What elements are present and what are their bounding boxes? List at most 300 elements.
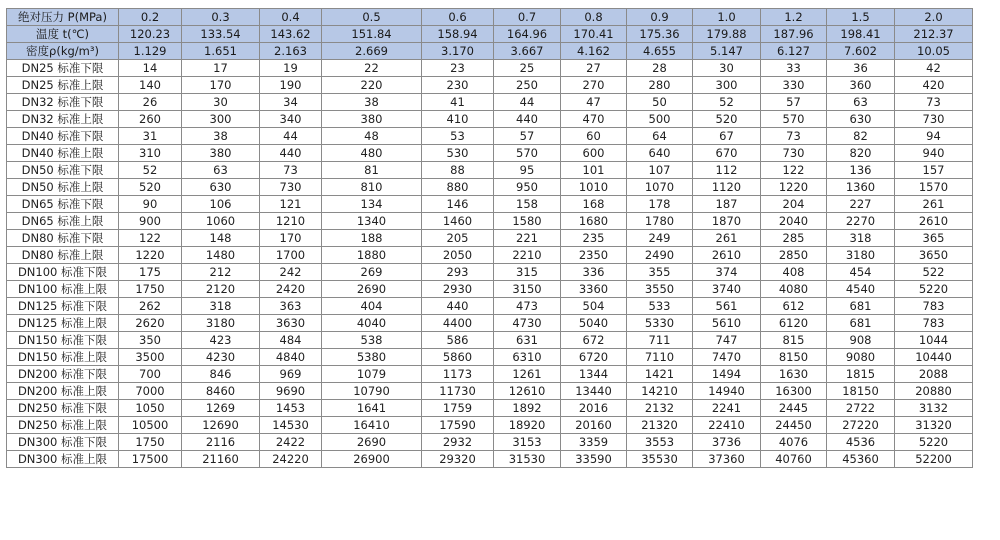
value-cell: 249	[627, 230, 693, 247]
value-cell: 18150	[827, 383, 895, 400]
value-cell: 2050	[422, 247, 494, 264]
value-cell: 22	[322, 60, 422, 77]
value-cell: 1070	[627, 179, 693, 196]
header-label-cell: 密度ρ(kg/m³)	[7, 43, 119, 60]
value-cell: 1060	[182, 213, 260, 230]
value-cell: 410	[422, 111, 494, 128]
value-cell: 440	[422, 298, 494, 315]
row-label-cell: DN150 标准下限	[7, 332, 119, 349]
value-cell: 1780	[627, 213, 693, 230]
value-cell: 3360	[561, 281, 627, 298]
row-label-cell: DN50 标准下限	[7, 162, 119, 179]
value-cell: 34	[260, 94, 322, 111]
value-cell: 31320	[895, 417, 973, 434]
header-value-cell: 5.147	[693, 43, 761, 60]
value-cell: 815	[761, 332, 827, 349]
value-cell: 484	[260, 332, 322, 349]
value-cell: 681	[827, 315, 895, 332]
header-value-cell: 0.5	[322, 9, 422, 26]
value-cell: 24450	[761, 417, 827, 434]
value-cell: 969	[260, 366, 322, 383]
value-cell: 538	[322, 332, 422, 349]
value-cell: 1570	[895, 179, 973, 196]
header-value-cell: 2.0	[895, 9, 973, 26]
value-cell: 12690	[182, 417, 260, 434]
table-row	[7, 315, 973, 332]
table-row	[7, 434, 973, 451]
value-cell: 1494	[693, 366, 761, 383]
row-label-cell: DN125 标准上限	[7, 315, 119, 332]
value-cell: 440	[260, 145, 322, 162]
value-cell: 600	[561, 145, 627, 162]
value-cell: 260	[119, 111, 182, 128]
value-cell: 158	[494, 196, 561, 213]
header-value-cell: 1.651	[182, 43, 260, 60]
value-cell: 2040	[761, 213, 827, 230]
header-value-cell: 1.129	[119, 43, 182, 60]
value-cell: 42	[895, 60, 973, 77]
value-cell: 53	[422, 128, 494, 145]
value-cell: 6720	[561, 349, 627, 366]
value-cell: 1050	[119, 400, 182, 417]
value-cell: 1480	[182, 247, 260, 264]
value-cell: 48	[322, 128, 422, 145]
header-value-cell: 158.94	[422, 26, 494, 43]
table-row	[7, 451, 973, 468]
table-row	[7, 145, 973, 162]
value-cell: 2132	[627, 400, 693, 417]
value-cell: 178	[627, 196, 693, 213]
value-cell: 533	[627, 298, 693, 315]
value-cell: 285	[761, 230, 827, 247]
value-cell: 3150	[494, 281, 561, 298]
header-value-cell: 0.7	[494, 9, 561, 26]
value-cell: 17590	[422, 417, 494, 434]
value-cell: 16410	[322, 417, 422, 434]
header-value-cell: 3.170	[422, 43, 494, 60]
value-cell: 300	[693, 77, 761, 94]
value-cell: 25	[494, 60, 561, 77]
value-cell: 31530	[494, 451, 561, 468]
value-cell: 2610	[895, 213, 973, 230]
value-cell: 73	[895, 94, 973, 111]
value-cell: 2422	[260, 434, 322, 451]
row-label-cell: DN125 标准下限	[7, 298, 119, 315]
value-cell: 1892	[494, 400, 561, 417]
row-label-cell: DN150 标准上限	[7, 349, 119, 366]
value-cell: 101	[561, 162, 627, 179]
table-row	[7, 94, 973, 111]
value-cell: 630	[182, 179, 260, 196]
value-cell: 950	[494, 179, 561, 196]
header-value-cell: 3.667	[494, 43, 561, 60]
row-label-cell: DN250 标准上限	[7, 417, 119, 434]
value-cell: 3132	[895, 400, 973, 417]
header-value-cell: 1.2	[761, 9, 827, 26]
value-cell: 1269	[182, 400, 260, 417]
header-value-cell: 10.05	[895, 43, 973, 60]
value-cell: 261	[895, 196, 973, 213]
value-cell: 5380	[322, 349, 422, 366]
value-cell: 2932	[422, 434, 494, 451]
value-cell: 480	[322, 145, 422, 162]
value-cell: 700	[119, 366, 182, 383]
value-cell: 27220	[827, 417, 895, 434]
value-cell: 36	[827, 60, 895, 77]
header-row	[7, 43, 973, 60]
value-cell: 23	[422, 60, 494, 77]
value-cell: 3736	[693, 434, 761, 451]
value-cell: 561	[693, 298, 761, 315]
value-cell: 230	[422, 77, 494, 94]
value-cell: 1630	[761, 366, 827, 383]
value-cell: 783	[895, 315, 973, 332]
value-cell: 64	[627, 128, 693, 145]
value-cell: 336	[561, 264, 627, 281]
header-value-cell: 198.41	[827, 26, 895, 43]
value-cell: 423	[182, 332, 260, 349]
value-cell: 7110	[627, 349, 693, 366]
value-cell: 2930	[422, 281, 494, 298]
table-row	[7, 128, 973, 145]
row-label-cell: DN100 标准上限	[7, 281, 119, 298]
header-value-cell: 0.2	[119, 9, 182, 26]
value-cell: 4536	[827, 434, 895, 451]
table-row	[7, 247, 973, 264]
header-value-cell: 0.9	[627, 9, 693, 26]
header-value-cell: 212.37	[895, 26, 973, 43]
value-cell: 1700	[260, 247, 322, 264]
value-cell: 520	[119, 179, 182, 196]
value-cell: 40760	[761, 451, 827, 468]
value-cell: 6310	[494, 349, 561, 366]
value-cell: 18920	[494, 417, 561, 434]
value-cell: 318	[827, 230, 895, 247]
value-cell: 310	[119, 145, 182, 162]
value-cell: 280	[627, 77, 693, 94]
table-row	[7, 230, 973, 247]
header-row	[7, 9, 973, 26]
header-label-cell: 绝对压力 P(MPa)	[7, 9, 119, 26]
row-label-cell: DN200 标准上限	[7, 383, 119, 400]
value-cell: 269	[322, 264, 422, 281]
value-cell: 63	[827, 94, 895, 111]
value-cell: 1453	[260, 400, 322, 417]
value-cell: 33590	[561, 451, 627, 468]
value-cell: 11730	[422, 383, 494, 400]
value-cell: 63	[182, 162, 260, 179]
value-cell: 157	[895, 162, 973, 179]
value-cell: 940	[895, 145, 973, 162]
value-cell: 730	[761, 145, 827, 162]
value-cell: 4230	[182, 349, 260, 366]
value-cell: 3500	[119, 349, 182, 366]
value-cell: 12610	[494, 383, 561, 400]
table-row	[7, 349, 973, 366]
value-cell: 122	[119, 230, 182, 247]
value-cell: 570	[494, 145, 561, 162]
value-cell: 420	[895, 77, 973, 94]
value-cell: 6120	[761, 315, 827, 332]
value-cell: 1815	[827, 366, 895, 383]
value-cell: 1340	[322, 213, 422, 230]
value-cell: 170	[182, 77, 260, 94]
table-row	[7, 60, 973, 77]
value-cell: 4730	[494, 315, 561, 332]
value-cell: 73	[260, 162, 322, 179]
value-cell: 26	[119, 94, 182, 111]
value-cell: 90	[119, 196, 182, 213]
value-cell: 190	[260, 77, 322, 94]
value-cell: 1750	[119, 434, 182, 451]
header-value-cell: 120.23	[119, 26, 182, 43]
row-label-cell: DN65 标准下限	[7, 196, 119, 213]
value-cell: 2116	[182, 434, 260, 451]
value-cell: 880	[422, 179, 494, 196]
row-label-cell: DN100 标准下限	[7, 264, 119, 281]
value-cell: 10440	[895, 349, 973, 366]
value-cell: 2210	[494, 247, 561, 264]
header-value-cell: 143.62	[260, 26, 322, 43]
value-cell: 168	[561, 196, 627, 213]
value-cell: 52200	[895, 451, 973, 468]
row-label-cell: DN300 标准下限	[7, 434, 119, 451]
value-cell: 82	[827, 128, 895, 145]
value-cell: 10500	[119, 417, 182, 434]
value-cell: 8460	[182, 383, 260, 400]
row-label-cell: DN250 标准下限	[7, 400, 119, 417]
value-cell: 22410	[693, 417, 761, 434]
value-cell: 1759	[422, 400, 494, 417]
value-cell: 672	[561, 332, 627, 349]
value-cell: 17	[182, 60, 260, 77]
value-cell: 121	[260, 196, 322, 213]
value-cell: 205	[422, 230, 494, 247]
table-row	[7, 111, 973, 128]
value-cell: 52	[119, 162, 182, 179]
value-cell: 30	[693, 60, 761, 77]
value-cell: 7470	[693, 349, 761, 366]
value-cell: 10790	[322, 383, 422, 400]
value-cell: 3180	[827, 247, 895, 264]
value-cell: 2490	[627, 247, 693, 264]
value-cell: 640	[627, 145, 693, 162]
value-cell: 570	[761, 111, 827, 128]
value-cell: 3180	[182, 315, 260, 332]
header-value-cell: 6.127	[761, 43, 827, 60]
value-cell: 26900	[322, 451, 422, 468]
value-cell: 13440	[561, 383, 627, 400]
value-cell: 2016	[561, 400, 627, 417]
value-cell: 711	[627, 332, 693, 349]
row-label-cell: DN80 标准上限	[7, 247, 119, 264]
value-cell: 612	[761, 298, 827, 315]
value-cell: 5040	[561, 315, 627, 332]
header-value-cell: 133.54	[182, 26, 260, 43]
value-cell: 330	[761, 77, 827, 94]
value-cell: 1010	[561, 179, 627, 196]
value-cell: 3359	[561, 434, 627, 451]
header-value-cell: 7.602	[827, 43, 895, 60]
value-cell: 106	[182, 196, 260, 213]
header-value-cell: 151.84	[322, 26, 422, 43]
value-cell: 44	[260, 128, 322, 145]
value-cell: 3553	[627, 434, 693, 451]
value-cell: 27	[561, 60, 627, 77]
value-cell: 35530	[627, 451, 693, 468]
value-cell: 14940	[693, 383, 761, 400]
value-cell: 250	[494, 77, 561, 94]
value-cell: 1220	[761, 179, 827, 196]
value-cell: 8150	[761, 349, 827, 366]
header-value-cell: 0.6	[422, 9, 494, 26]
value-cell: 470	[561, 111, 627, 128]
header-value-cell: 0.8	[561, 9, 627, 26]
value-cell: 188	[322, 230, 422, 247]
value-cell: 4400	[422, 315, 494, 332]
value-cell: 21160	[182, 451, 260, 468]
value-cell: 300	[182, 111, 260, 128]
value-cell: 33	[761, 60, 827, 77]
value-cell: 365	[895, 230, 973, 247]
value-cell: 67	[693, 128, 761, 145]
value-cell: 440	[494, 111, 561, 128]
value-cell: 242	[260, 264, 322, 281]
row-label-cell: DN25 标准下限	[7, 60, 119, 77]
header-value-cell: 175.36	[627, 26, 693, 43]
value-cell: 5860	[422, 349, 494, 366]
value-cell: 522	[895, 264, 973, 281]
value-cell: 2722	[827, 400, 895, 417]
value-cell: 1580	[494, 213, 561, 230]
table-row	[7, 298, 973, 315]
value-cell: 1641	[322, 400, 422, 417]
value-cell: 94	[895, 128, 973, 145]
value-cell: 270	[561, 77, 627, 94]
header-value-cell: 4.162	[561, 43, 627, 60]
value-cell: 1360	[827, 179, 895, 196]
value-cell: 16300	[761, 383, 827, 400]
value-cell: 220	[322, 77, 422, 94]
row-label-cell: DN65 标准上限	[7, 213, 119, 230]
value-cell: 500	[627, 111, 693, 128]
value-cell: 2350	[561, 247, 627, 264]
value-cell: 95	[494, 162, 561, 179]
value-cell: 1261	[494, 366, 561, 383]
value-cell: 730	[260, 179, 322, 196]
header-value-cell: 2.163	[260, 43, 322, 60]
table-row	[7, 77, 973, 94]
header-value-cell: 170.41	[561, 26, 627, 43]
value-cell: 1750	[119, 281, 182, 298]
value-cell: 4540	[827, 281, 895, 298]
value-cell: 355	[627, 264, 693, 281]
value-cell: 1120	[693, 179, 761, 196]
value-cell: 630	[827, 111, 895, 128]
value-cell: 37360	[693, 451, 761, 468]
value-cell: 360	[827, 77, 895, 94]
value-cell: 340	[260, 111, 322, 128]
value-cell: 380	[322, 111, 422, 128]
header-value-cell: 0.3	[182, 9, 260, 26]
value-cell: 1870	[693, 213, 761, 230]
value-cell: 20880	[895, 383, 973, 400]
value-cell: 212	[182, 264, 260, 281]
value-cell: 14	[119, 60, 182, 77]
value-cell: 17500	[119, 451, 182, 468]
table-row	[7, 264, 973, 281]
value-cell: 29320	[422, 451, 494, 468]
value-cell: 820	[827, 145, 895, 162]
value-cell: 2241	[693, 400, 761, 417]
value-cell: 1044	[895, 332, 973, 349]
value-cell: 3153	[494, 434, 561, 451]
value-cell: 52	[693, 94, 761, 111]
value-cell: 374	[693, 264, 761, 281]
header-value-cell: 4.655	[627, 43, 693, 60]
row-label-cell: DN40 标准上限	[7, 145, 119, 162]
value-cell: 170	[260, 230, 322, 247]
value-cell: 81	[322, 162, 422, 179]
value-cell: 60	[561, 128, 627, 145]
table-row	[7, 213, 973, 230]
value-cell: 2690	[322, 281, 422, 298]
value-cell: 73	[761, 128, 827, 145]
value-cell: 473	[494, 298, 561, 315]
value-cell: 57	[494, 128, 561, 145]
value-cell: 2850	[761, 247, 827, 264]
value-cell: 404	[322, 298, 422, 315]
value-cell: 810	[322, 179, 422, 196]
value-cell: 24220	[260, 451, 322, 468]
row-label-cell: DN32 标准下限	[7, 94, 119, 111]
value-cell: 4080	[761, 281, 827, 298]
value-cell: 520	[693, 111, 761, 128]
value-cell: 47	[561, 94, 627, 111]
value-cell: 3550	[627, 281, 693, 298]
value-cell: 31	[119, 128, 182, 145]
value-cell: 50	[627, 94, 693, 111]
value-cell: 5220	[895, 281, 973, 298]
row-label-cell: DN80 标准下限	[7, 230, 119, 247]
value-cell: 45360	[827, 451, 895, 468]
table-row	[7, 383, 973, 400]
value-cell: 221	[494, 230, 561, 247]
header-value-cell: 179.88	[693, 26, 761, 43]
value-cell: 21320	[627, 417, 693, 434]
value-cell: 1210	[260, 213, 322, 230]
value-cell: 136	[827, 162, 895, 179]
value-cell: 9080	[827, 349, 895, 366]
table-row	[7, 417, 973, 434]
value-cell: 261	[693, 230, 761, 247]
value-cell: 586	[422, 332, 494, 349]
value-cell: 530	[422, 145, 494, 162]
value-cell: 5330	[627, 315, 693, 332]
row-label-cell: DN300 标准上限	[7, 451, 119, 468]
row-label-cell: DN50 标准上限	[7, 179, 119, 196]
table-row	[7, 162, 973, 179]
value-cell: 41	[422, 94, 494, 111]
value-cell: 9690	[260, 383, 322, 400]
value-cell: 262	[119, 298, 182, 315]
value-cell: 908	[827, 332, 895, 349]
value-cell: 670	[693, 145, 761, 162]
value-cell: 204	[761, 196, 827, 213]
value-cell: 88	[422, 162, 494, 179]
value-cell: 1880	[322, 247, 422, 264]
value-cell: 3650	[895, 247, 973, 264]
